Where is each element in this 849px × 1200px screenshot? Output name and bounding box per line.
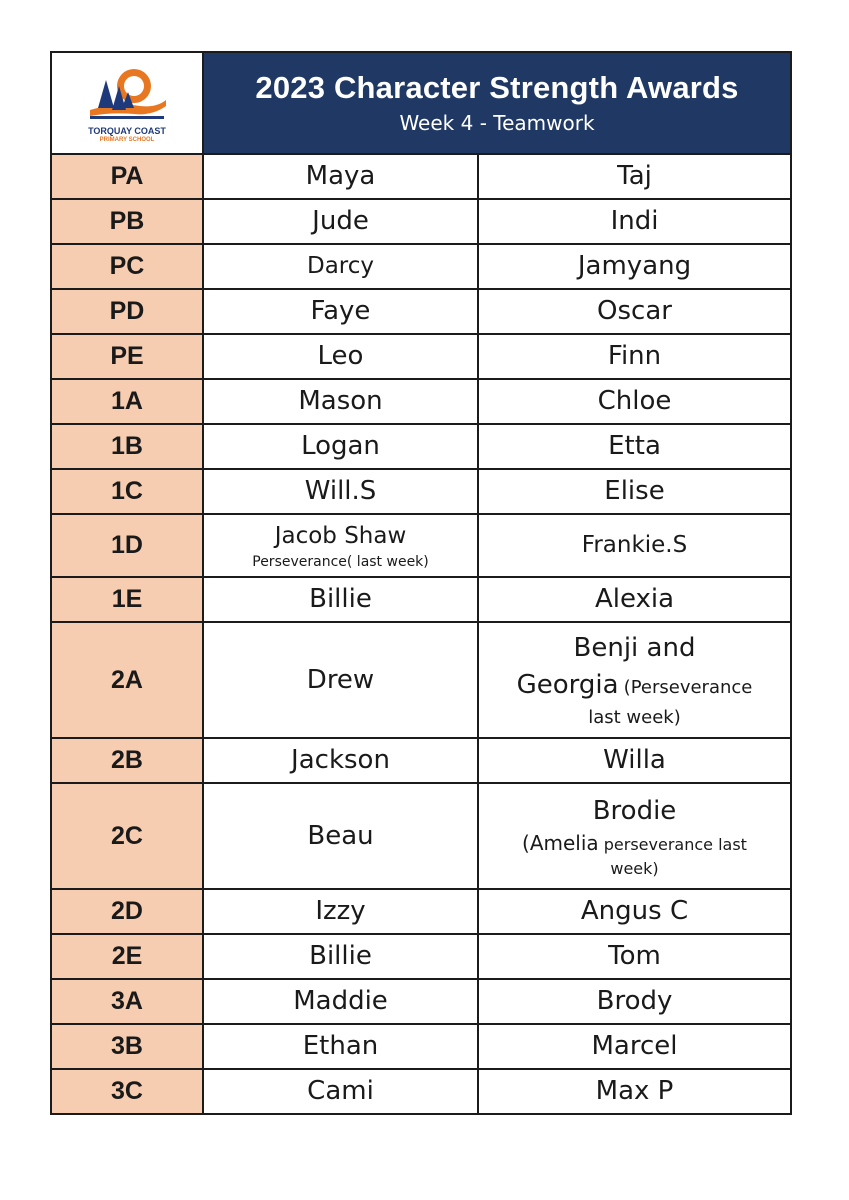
table-row — [51, 424, 791, 469]
table-row — [51, 622, 791, 738]
award-name: Elise — [478, 469, 791, 514]
award-name: Max P — [478, 1069, 791, 1114]
award-name: Maya — [203, 154, 478, 199]
class-label: 1D — [51, 514, 203, 577]
class-label: 2A — [51, 622, 203, 738]
table-row — [51, 289, 791, 334]
class-label: 3A — [51, 979, 203, 1024]
table-row — [51, 334, 791, 379]
page-subtitle: Week 4 - Teamwork — [399, 111, 595, 135]
award-cell — [203, 514, 478, 577]
class-label: 2D — [51, 889, 203, 934]
award-name: Benji and — [573, 633, 696, 663]
class-label: 3C — [51, 1069, 203, 1114]
award-name: Leo — [203, 334, 478, 379]
award-name: Cami — [203, 1069, 478, 1114]
page-title: 2023 Character Strength Awards — [255, 70, 739, 105]
award-note: Perseverance( last week) — [252, 554, 429, 570]
award-name: Alexia — [478, 577, 791, 622]
class-label: PC — [51, 244, 203, 289]
table-row — [51, 738, 791, 783]
award-name: Drew — [203, 622, 478, 738]
award-name: Brody — [478, 979, 791, 1024]
class-label: PB — [51, 199, 203, 244]
class-label: 1C — [51, 469, 203, 514]
table-row — [51, 514, 791, 577]
table-row — [51, 154, 791, 199]
table-row — [51, 244, 791, 289]
award-name: Finn — [478, 334, 791, 379]
award-name: Logan — [203, 424, 478, 469]
award-name: Etta — [478, 424, 791, 469]
table-row — [51, 577, 791, 622]
header-row — [51, 52, 791, 154]
award-name: Taj — [478, 154, 791, 199]
table-row — [51, 979, 791, 1024]
award-name: Darcy — [203, 244, 478, 289]
award-name: Beau — [203, 783, 478, 889]
award-name: Maddie — [203, 979, 478, 1024]
award-name: Ethan — [203, 1024, 478, 1069]
table-row — [51, 1024, 791, 1069]
award-name-line2: Georgia — [516, 670, 619, 700]
class-label: 2C — [51, 783, 203, 889]
award-name: Frankie.S — [478, 514, 791, 577]
award-note-line2: last week) — [588, 707, 681, 728]
award-name: Jamyang — [478, 244, 791, 289]
award-name: Marcel — [478, 1024, 791, 1069]
class-label: PE — [51, 334, 203, 379]
award-name: Billie — [203, 934, 478, 979]
header-banner — [203, 52, 791, 154]
award-cell — [478, 622, 791, 738]
award-name: Izzy — [203, 889, 478, 934]
table-row — [51, 469, 791, 514]
award-name: Jacob Shaw — [274, 523, 407, 549]
class-label: 1A — [51, 379, 203, 424]
class-label: 2B — [51, 738, 203, 783]
award-name: Faye — [203, 289, 478, 334]
school-logo-icon — [86, 62, 168, 124]
award-note: perseverance last — [603, 835, 747, 854]
table-row — [51, 1069, 791, 1114]
table-row — [51, 783, 791, 889]
award-name: Will.S — [203, 469, 478, 514]
award-name: Tom — [478, 934, 791, 979]
award-name-line2: (Amelia — [522, 831, 599, 855]
table-row — [51, 889, 791, 934]
award-name: Angus C — [478, 889, 791, 934]
award-name: Oscar — [478, 289, 791, 334]
award-cell — [478, 783, 791, 889]
class-label: PD — [51, 289, 203, 334]
class-label: 1B — [51, 424, 203, 469]
school-logo — [51, 52, 203, 154]
school-name-line1: TORQUAY COAST — [88, 126, 166, 136]
award-name: Brodie — [592, 796, 677, 826]
award-name: Willa — [478, 738, 791, 783]
award-name: Jude — [203, 199, 478, 244]
award-note-line2: week) — [610, 859, 659, 878]
awards-table — [50, 51, 792, 1115]
class-label: 3B — [51, 1024, 203, 1069]
class-label: 1E — [51, 577, 203, 622]
table-row — [51, 199, 791, 244]
award-name: Jackson — [203, 738, 478, 783]
table-row — [51, 934, 791, 979]
class-label: 2E — [51, 934, 203, 979]
award-note: (Perseverance — [623, 677, 753, 698]
award-name: Mason — [203, 379, 478, 424]
school-name-line2: PRIMARY SCHOOL — [99, 137, 155, 143]
table-row — [51, 379, 791, 424]
class-label: PA — [51, 154, 203, 199]
award-name: Chloe — [478, 379, 791, 424]
award-name: Indi — [478, 199, 791, 244]
award-name: Billie — [203, 577, 478, 622]
